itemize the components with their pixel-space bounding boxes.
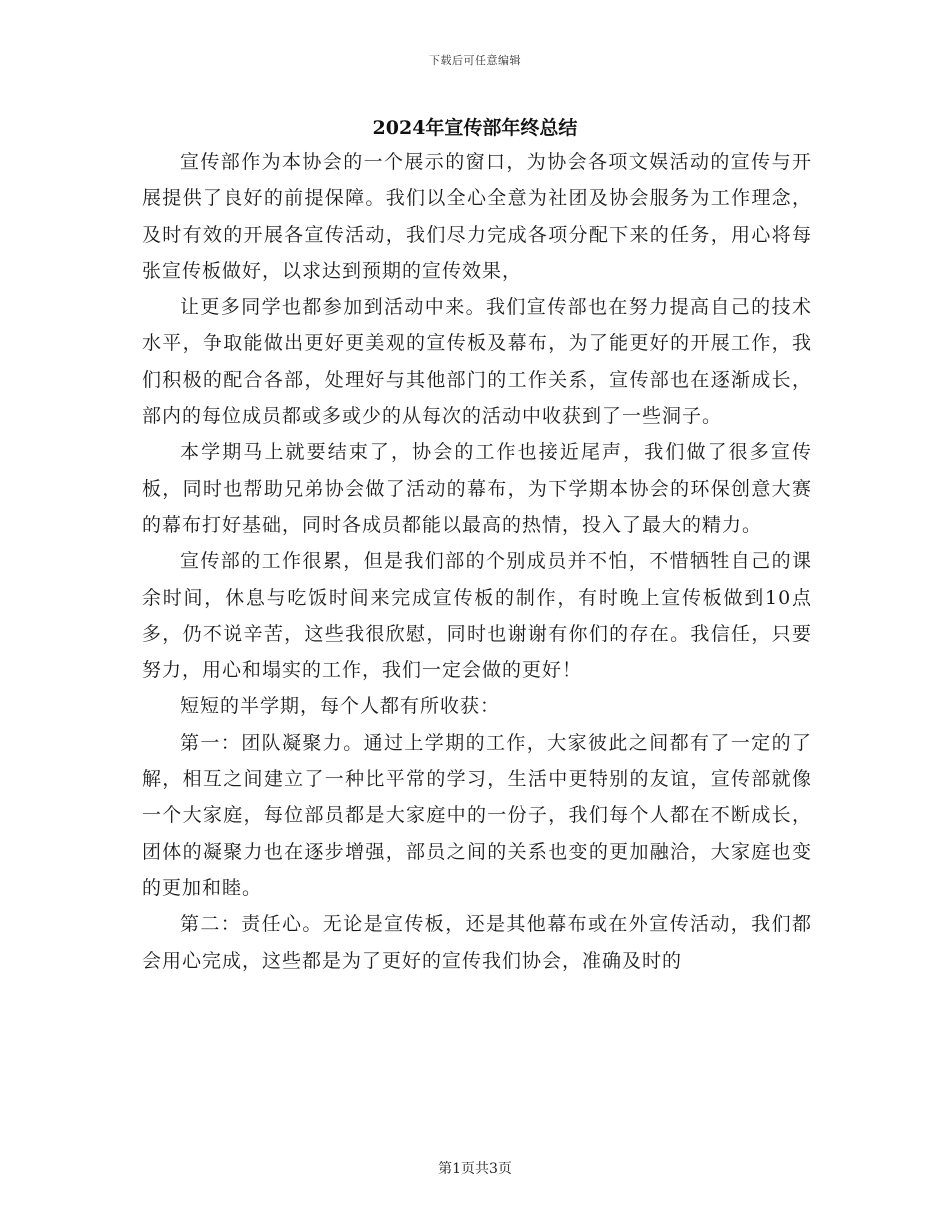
paragraph: 宣传部作为本协会的一个展示的窗口，为协会各项文娱活动的宣传与开展提供了良好的前提保障。我们以全心全意为社团及协会服务为工作理念，及时有效的开展各宣传活动，我们尽力完成各项分配下来的任务，用心将每张宣传板做好，以求达到预期的宣传效果， — [142, 151, 812, 282]
paragraph: 让更多同学也都参加到活动中来。我们宣传部也在努力提高自己的技术水平，争取能做出更好更美观的宣传板及幕布，为了能更好的开展工作，我们积极的配合各部，处理好与其他部门的工作关系，宣传部也在逐渐成长，部内的每位成员都或多或少的从每次的活动中收获到了一些洞子。 — [142, 296, 812, 428]
paragraph: 第二：责任心。无论是宣传板，还是其他幕布或在外宣传活动，我们都会用心完成，这些都是为了更好的宣传我们协会，准确及时的 — [142, 913, 812, 972]
page-header-note: 下载后可任意编辑 — [429, 54, 521, 67]
document-body — [142, 144, 812, 979]
paragraph: 宣传部的工作很累，但是我们部的个别成员并不怕，不惜牺牲自己的课余时间，休息与吃饭时间来完成宣传板的制作，有时晚上宣传板做到10点多，仍不说辛苦，这些我很欣慰，同时也谢谢有你们的存在。我信任，只要努力，用心和塌实的工作，我们一定会做的更好！ — [142, 550, 812, 682]
paragraph: 短短的半学期，每个人都有所收获： — [180, 695, 501, 718]
page-number: 第1页共3页 — [438, 1161, 512, 1177]
paragraph: 本学期马上就要结束了，协会的工作也接近尾声，我们做了很多宣传板，同时也帮助兄弟协会做了活动的幕布，为下学期本协会的环保创意大赛的幕布打好基础，同时各成员都能以最高的热情，投入了最大的精力。 — [142, 441, 812, 536]
paragraph: 第一：团队凝聚力。通过上学期的工作，大家彼此之间都有了一定的了解，相互之间建立了一种比平常的学习，生活中更特别的友谊，宣传部就像一个大家庭，每位部员都是大家庭中的一份子，我们每个人都在不断成长，团体的凝聚力也在逐步增强，部员之间的关系也变的更加融洽，大家庭也变的更加和睦。 — [142, 731, 812, 899]
document-title: 2024年宣传部年终总结 — [372, 117, 578, 139]
